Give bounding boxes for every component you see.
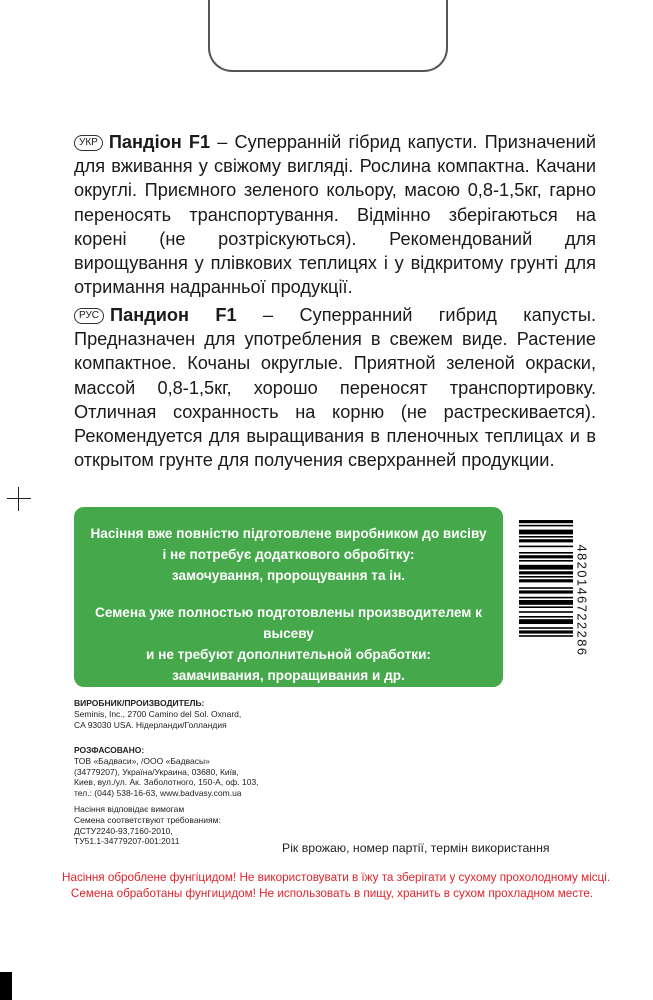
description-ukr <box>74 130 596 299</box>
notice-rus-line3: замачивания, проращивания и др. <box>172 668 405 683</box>
fungicide-warning-rus: Семена обработаны фунгицидом! Не использовать в пищу, хранить в сухом прохладном месте. <box>70 887 594 900</box>
corner-print-mark <box>0 972 12 1000</box>
description-text-ukr: – Суперранній гібрид капусти. Призначений для вживання у свіжому вигляді. Рослина компактна. Качани округлі. Приємного зеленого кольору, масою 0,8-1,5кг, гарно переносять транспортування. Відмінно зберігаються на корені (не розтріскуються). Рекомендований для вирощування у плівкових теплицях і у відкритому грунті для отримання надранньої продукції. <box>74 132 596 298</box>
hanger-tab-slot <box>208 0 448 72</box>
product-name-rus: Пандион F1 <box>110 305 237 325</box>
seed-ready-notice <box>74 507 503 687</box>
notice-ukr-line1: Насіння вже повністю підготовлене виробником до висіву <box>90 526 487 541</box>
registration-mark-vertical <box>18 487 19 511</box>
notice-ukr-line3: замочування, пророщування та ін. <box>171 568 406 583</box>
standards-line: Семена соответствуют требованиям: <box>74 814 221 825</box>
packer-line: Киев, вул./ул. Ак. Заболотного, 150-А, оф. 103, <box>74 777 259 788</box>
fungicide-warning-ukr: Насіння оброблене фунгіцидом! Не використовувати в їжу та зберігати у сухому прохолодному місці. <box>62 871 611 884</box>
product-name-ukr: Пандіон F1 <box>108 132 211 152</box>
lang-badge-ukr: УКР <box>74 135 103 151</box>
producer-heading: ВИРОБНИК/ПРОИЗВОДИТЕЛЬ: <box>74 698 205 708</box>
packer-line: (34779207), Україна/Украина, 03680, Київ, <box>74 766 239 777</box>
description-rus <box>74 303 596 472</box>
standards-line: ДСТУ2240-93,7160-2010, <box>74 825 173 836</box>
lang-badge-rus: РУС <box>74 308 104 324</box>
packer-heading: РОЗФАСОВАНО: <box>74 745 145 755</box>
packer-line: тел.: (044) 538-16-63, www.badvasy.com.ua <box>74 788 242 799</box>
standards-line: Насіння відповідає вимогам <box>74 804 185 814</box>
lot-info: Рік врожаю, номер партії, термін використання <box>282 841 550 855</box>
description-text-rus: – Суперранний гибрид капусты. Предназначен для употребления в свежем виде. Растение компактное. Кочаны округлые. Приятной зеленой окраски, массой 0,8-1,5кг, хорошо переносят транспортировку. Отличная сохранность на корню (не растрескивается). Рекомендуется для выращивания в пленочных теплицах и в открытом грунте для получения сверхранней продукции. <box>74 305 597 471</box>
packer-line: ТОВ «Бадваси», /ООО «Бадвасы» <box>74 755 210 766</box>
standards-info <box>74 804 221 847</box>
packer-info <box>74 745 259 799</box>
barcode-number: 4820146722286 <box>574 543 590 657</box>
producer-info <box>74 698 241 730</box>
barcode <box>519 520 573 680</box>
registration-mark <box>7 498 31 499</box>
notice-rus-line1: Семена уже полностью подготовлены производителем к высеву <box>95 605 482 641</box>
barcode-digits <box>576 519 588 681</box>
notice-ukr-line2: і не потребує додаткового обробітку: <box>162 547 415 562</box>
notice-rus-line2: и не требуют дополнительной обработки: <box>146 647 431 662</box>
standards-line: ТУ51.1-34779207-001:2011 <box>74 836 180 847</box>
producer-line: Seminis, Inc., 2700 Camino del Sol. Oxnard, <box>74 708 242 719</box>
producer-line: CA 93030 USA. Нідерланди/Голландия <box>74 719 227 730</box>
